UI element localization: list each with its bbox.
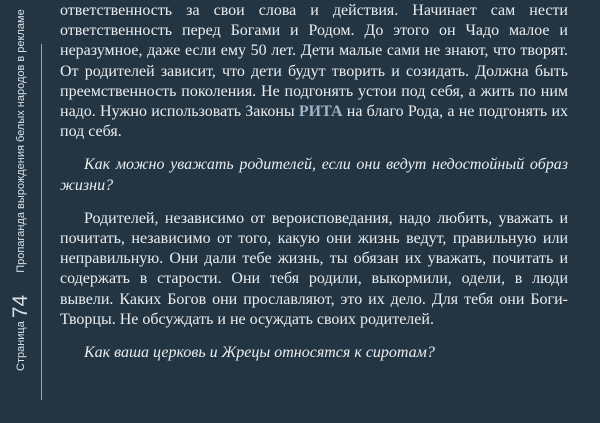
question-2: Как ваша церковь и Жрецы относятся к сиротам? (84, 344, 435, 362)
sidebar-caption (9, 9, 33, 371)
question-1: Как можно уважать родителей, если они ведут недостойный образ жизни? (60, 156, 568, 194)
paragraph-2: Родителей, независимо от вероисповедания, надо любить, уважать и почитать, независимо от того, какую они жизнь ведут, правильную или неправильную. Они дали тебе жизнь, ты обязан их уважать, почитать и содержать в старости. Они тебя родили, выкормили, одели, в люди вывели. Каких Богов они прославляют, это их дело. Для тебя они Боги-Творцы. Не обсуждать и не осуждать своих родителей. (60, 209, 568, 328)
running-title: Пропаганда вырождения белых народов в рекламе (15, 9, 27, 273)
page-content (60, 0, 568, 376)
brand-term: РИТА (298, 103, 343, 121)
sidebar-divider (41, 44, 42, 400)
paragraph-1-text-start: ответственность за свои слова и действия. Начинает сам нести ответственность перед Богами и Родом. До этого он Чадо малое и неразумное, даже если ему 50 лет. Дети малые сами не знают, что творят. От родителей зависит, что дети будут творить и созидать. Должна быть преемственность поколения. Не подгонять устои под себя, а жить по ним надо. Нужно использовать Законы (60, 2, 568, 121)
paragraph-1-text-end: на благо Рода, а не подгонять их под себя. (60, 103, 569, 141)
page-number: 74 (9, 294, 32, 319)
page-sidebar (0, 0, 46, 423)
page-label: Страница (15, 321, 27, 371)
paragraph-1 (60, 1, 568, 142)
